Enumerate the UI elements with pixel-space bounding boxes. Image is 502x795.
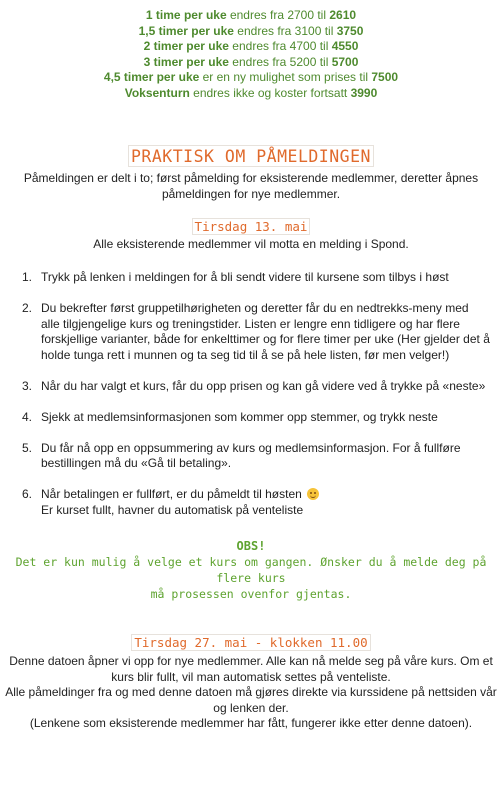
obs-notice	[0, 538, 502, 602]
obs-line: må prosessen ovenfor gjentas.	[150, 587, 352, 601]
step-number: 5.	[22, 440, 33, 455]
step-number: 6.	[22, 487, 33, 501]
price-value: 3750	[336, 23, 364, 38]
price-label: 3 timer per uke	[143, 54, 229, 69]
section-heading-container	[0, 145, 502, 167]
price-label: 1 time per uke	[145, 8, 227, 22]
price-label: 2 timer per uke	[143, 39, 229, 54]
price-description: endres fra 2700 til	[226, 8, 330, 22]
step-text: Trykk på lenken i meldingen for å bli sendt videre til kursene som tilbys i høst	[41, 270, 449, 284]
obs-line: Det er kun mulig å velge et kurs om gangen. Ønsker du å melde deg på flere kurs	[15, 555, 487, 585]
price-row	[0, 70, 502, 86]
price-row	[0, 24, 502, 40]
step-text: Du får nå opp en oppsummering av kurs og medlemsinformasjon. For å fullføre bestillingen må du «Gå til betaling».	[41, 440, 461, 470]
obs-title: OBS!	[236, 539, 266, 553]
price-description: endres fra 4700 til	[228, 39, 332, 54]
price-row	[0, 55, 502, 71]
step-item	[22, 441, 490, 472]
step-item	[22, 301, 490, 363]
price-value: 4550	[331, 39, 359, 54]
price-value: 3990	[350, 85, 378, 100]
second-date-label: Tirsdag 27. mai - klokken 11.00	[131, 634, 370, 651]
second-date-container	[0, 634, 502, 652]
section-intro: Påmeldingen er delt i to; først påmelding for eksisterende medlemmer, deretter åpnes påmeldingen for nye medlemmer.	[23, 171, 479, 201]
price-value: 5700	[331, 54, 359, 69]
step-text: Når betalingen er fullført, er du påmeldt til høsten	[41, 487, 302, 501]
step-list	[22, 270, 490, 534]
section-heading: PRAKTISK OM PÅMELDINGEN	[128, 145, 374, 167]
price-description: endres fra 5200 til	[228, 54, 332, 69]
step-number: 3.	[22, 378, 33, 393]
step-item	[22, 270, 490, 286]
second-date-paragraph: Alle påmeldinger fra og med denne datoen må gjøres direkte via kurssidene på nettsiden vår og lenken der.	[5, 685, 497, 715]
step-item	[22, 410, 490, 426]
price-row	[0, 8, 502, 24]
step-number: 1.	[22, 270, 33, 284]
first-date-text: Alle eksisterende medlemmer vil motta en melding i Spond.	[93, 237, 409, 251]
step-item	[22, 487, 490, 518]
step-note: Er kurset fullt, havner du automatisk på venteliste	[41, 502, 304, 517]
price-label: 4,5 timer per uke	[103, 70, 200, 85]
step-text: Når du har valgt et kurs, får du opp prisen og kan gå videre ved å trykke på «neste»	[41, 378, 486, 393]
price-row	[0, 86, 502, 102]
price-row	[0, 39, 502, 55]
price-value: 7500	[371, 70, 399, 85]
step-number: 2.	[22, 301, 33, 315]
price-label: 1,5 timer per uke	[138, 23, 234, 38]
smiling-face-icon	[307, 488, 319, 500]
second-date-paragraph: Denne datoen åpner vi opp for nye medlemmer. Alle kan nå melde seg på våre kurs. Om et kurs blir fullt, vil man automatisk settes på venteliste.	[9, 654, 493, 684]
price-description: er en ny mulighet som prises til	[199, 70, 372, 85]
first-date-label: Tirsdag 13. mai	[192, 218, 311, 235]
price-description: endres ikke og koster fortsatt	[189, 85, 351, 100]
step-item	[22, 379, 490, 395]
price-description: endres fra 3100 til	[233, 23, 337, 38]
second-date-text	[4, 654, 498, 732]
first-date-container	[0, 218, 502, 236]
price-value: 2610	[329, 8, 357, 22]
price-label: Voksenturn	[124, 85, 190, 100]
step-text: Du bekrefter først gruppetilhørigheten og deretter får du en nedtrekks-meny med alle tilgjengelige kurs og treningstider. Listen er lengre enn tidligere og har flere forskjellige varianter, både for enkelttimer og for flere timer per uke (Her gjelder det å holde tunga rett i munnen og ta seg tid til å se på hele listen, før men velger!)	[41, 301, 490, 362]
step-number: 4.	[22, 409, 33, 424]
price-list	[0, 8, 502, 102]
second-date-paragraph: (Lenkene som eksisterende medlemmer har fått, fungerer ikke etter denne datoen).	[29, 716, 473, 730]
step-text: Sjekk at medlemsinformasjonen som kommer opp stemmer, og trykk neste	[41, 409, 438, 424]
